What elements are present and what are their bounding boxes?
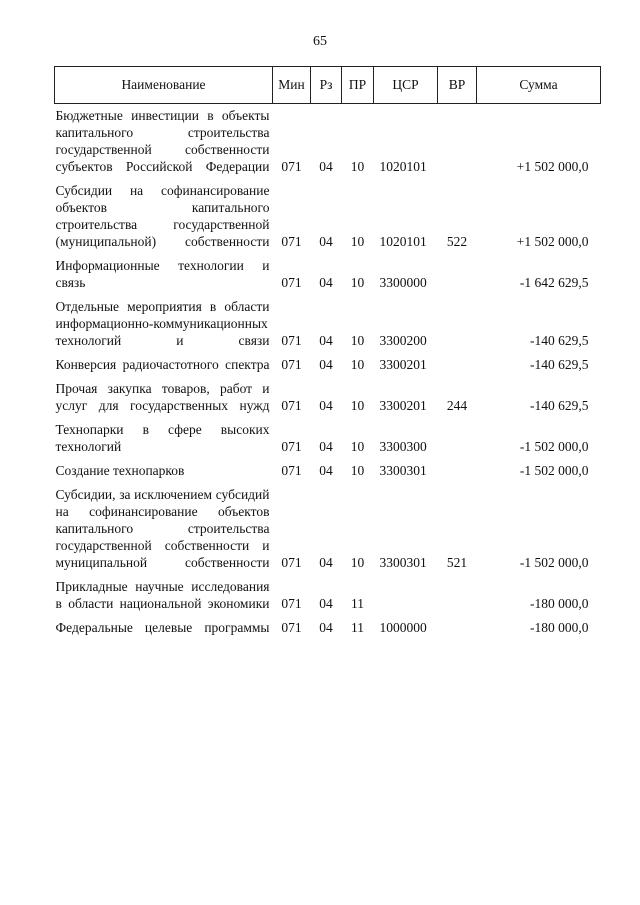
row-vr xyxy=(438,455,477,479)
table-row xyxy=(55,291,601,349)
table-row xyxy=(55,349,601,373)
row-csr: 1020101 xyxy=(379,234,427,249)
row-vr xyxy=(438,571,477,612)
row-min: 071 xyxy=(281,159,302,174)
row-name: Бюджетные инвестиции в объекты капитального строительства государственной собственности субъектов Российской Федерации xyxy=(55,108,270,174)
row-csr xyxy=(374,571,438,612)
row-rz: 04 xyxy=(319,463,333,478)
row-rz: 04 xyxy=(319,398,333,413)
table-row xyxy=(55,373,601,414)
row-min: 071 xyxy=(281,398,302,413)
table-row xyxy=(55,455,601,479)
row-rz: 04 xyxy=(319,357,333,372)
row-sum: -140 629,5 xyxy=(530,333,589,348)
row-csr: 1000000 xyxy=(379,620,427,635)
row-csr: 3300301 xyxy=(379,555,427,570)
row-csr: 1020101 xyxy=(379,159,427,174)
row-sum: -1 502 000,0 xyxy=(519,463,589,478)
row-min: 071 xyxy=(281,620,302,635)
row-name: Субсидии, за исключением субсидий на софинансирование объектов капитального строительства государственной собственности и муниципальной собственности xyxy=(55,487,270,570)
row-rz: 04 xyxy=(319,439,333,454)
row-name: Информационные технологии и связь xyxy=(55,258,270,290)
table-row xyxy=(55,175,601,250)
row-pr: 10 xyxy=(350,159,365,174)
row-min: 071 xyxy=(281,555,302,570)
table-header-row xyxy=(55,67,601,104)
row-name: Отдельные мероприятия в области информационно-коммуникационных технологий и связи xyxy=(55,299,270,348)
row-csr: 3300201 xyxy=(379,357,427,372)
row-csr: 3300200 xyxy=(379,333,427,348)
header-rz: Рз xyxy=(311,67,342,104)
row-sum: -140 629,5 xyxy=(530,357,589,372)
row-pr: 11 xyxy=(351,596,364,611)
header-sum: Сумма xyxy=(477,67,601,104)
header-pr: ПР xyxy=(342,67,374,104)
row-vr xyxy=(438,250,477,291)
row-min: 071 xyxy=(281,439,302,454)
row-min: 071 xyxy=(281,275,302,290)
row-rz: 04 xyxy=(319,555,333,570)
table-row xyxy=(55,479,601,571)
row-csr: 3300000 xyxy=(379,275,427,290)
row-vr xyxy=(438,349,477,373)
row-csr: 3300201 xyxy=(379,398,427,413)
header-csr: ЦСР xyxy=(374,67,438,104)
row-sum: -180 000,0 xyxy=(530,596,589,611)
row-pr: 10 xyxy=(350,234,365,249)
row-name: Технопарки в сфере высоких технологий xyxy=(55,422,270,454)
row-vr xyxy=(438,612,477,636)
row-min: 071 xyxy=(281,234,302,249)
row-vr xyxy=(438,291,477,349)
row-sum: +1 502 000,0 xyxy=(516,159,589,174)
row-rz: 04 xyxy=(319,620,333,635)
header-vr: ВР xyxy=(438,67,477,104)
table-row xyxy=(55,571,601,612)
row-pr: 10 xyxy=(350,333,365,348)
row-pr: 11 xyxy=(351,620,364,635)
row-min: 071 xyxy=(281,357,302,372)
row-name: Прикладные научные исследования в области национальной экономики xyxy=(55,579,270,611)
table-row xyxy=(55,612,601,636)
page-number: 65 xyxy=(313,34,327,49)
row-csr: 3300301 xyxy=(379,463,427,478)
row-sum: -1 502 000,0 xyxy=(519,439,589,454)
row-vr xyxy=(438,104,477,176)
header-name: Наименование xyxy=(55,67,273,104)
row-vr xyxy=(438,414,477,455)
row-rz: 04 xyxy=(319,275,333,290)
row-vr: 521 xyxy=(446,555,468,570)
row-vr: 522 xyxy=(446,234,468,249)
row-pr: 10 xyxy=(350,463,365,478)
row-sum: -1 642 629,5 xyxy=(519,275,589,290)
row-name: Прочая закупка товаров, работ и услуг для государственных нужд xyxy=(55,381,270,413)
row-min: 071 xyxy=(281,333,302,348)
row-name: Федеральные целевые программы xyxy=(55,620,270,635)
row-pr: 10 xyxy=(350,398,365,413)
row-pr: 10 xyxy=(350,555,365,570)
table-row xyxy=(55,104,601,176)
table-row xyxy=(55,250,601,291)
row-name: Субсидии на софинансирование объектов капитального строительства государственной (муниципальной) собственности xyxy=(55,183,270,249)
row-rz: 04 xyxy=(319,596,333,611)
row-rz: 04 xyxy=(319,159,333,174)
row-sum: -140 629,5 xyxy=(530,398,589,413)
budget-table xyxy=(54,66,601,636)
row-pr: 10 xyxy=(350,275,365,290)
row-sum: -180 000,0 xyxy=(530,620,589,635)
row-sum: +1 502 000,0 xyxy=(516,234,589,249)
row-rz: 04 xyxy=(319,333,333,348)
row-sum: -1 502 000,0 xyxy=(519,555,589,570)
row-name: Создание технопарков xyxy=(55,463,185,478)
table-row xyxy=(55,414,601,455)
row-pr: 10 xyxy=(350,357,365,372)
header-min: Мин xyxy=(273,67,311,104)
row-name: Конверсия радиочастотного спектра xyxy=(55,357,270,372)
row-min: 071 xyxy=(281,463,302,478)
row-min: 071 xyxy=(281,596,302,611)
row-vr: 244 xyxy=(446,398,468,413)
row-pr: 10 xyxy=(350,439,365,454)
row-rz: 04 xyxy=(319,234,333,249)
row-csr: 3300300 xyxy=(379,439,427,454)
